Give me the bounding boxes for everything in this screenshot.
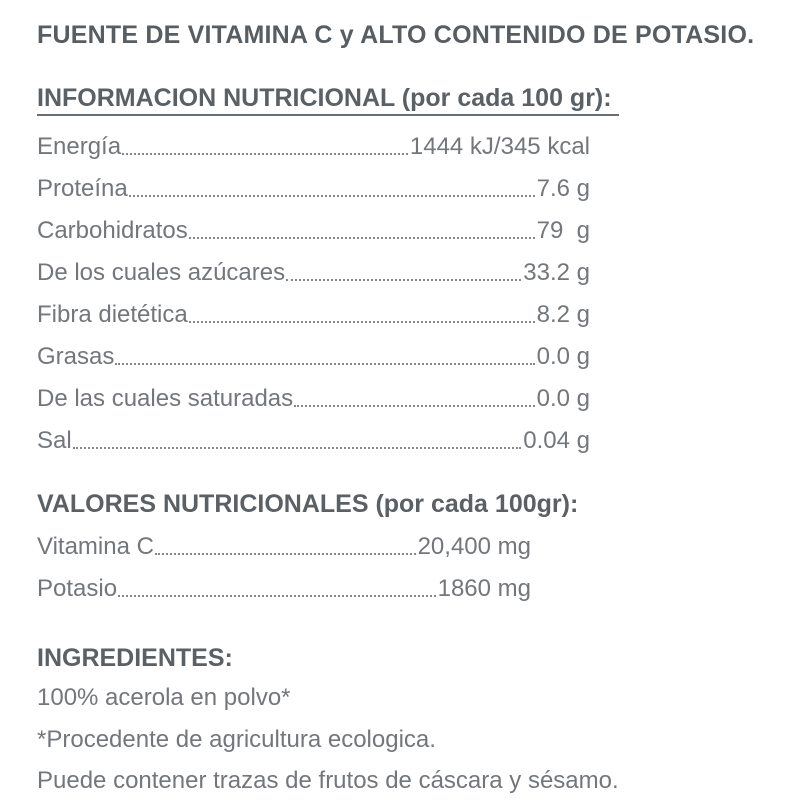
nutrition-row-proteina <box>37 168 590 210</box>
nutrient-value: 7.6 g <box>536 175 590 202</box>
nutrient-label: De las cuales saturadas <box>37 385 294 412</box>
label-title: FUENTE DE VITAMINA C y ALTO CONTENIDO DE POTASIO. <box>37 21 755 49</box>
nutrition-row-azucares <box>37 252 590 294</box>
nutrition-row-fibra <box>37 294 590 336</box>
dot-leader <box>155 553 416 555</box>
dot-leader <box>189 237 535 239</box>
values-row-potasio <box>37 568 531 610</box>
nutrient-label: Fibra dietética <box>37 301 188 328</box>
nutrient-value: 0.0 g <box>536 343 590 370</box>
nutrient-value: 1444 kJ/345 kcal <box>409 133 590 160</box>
nutrient-value: 0.0 g <box>536 385 590 412</box>
nutrient-value: 20,400 mg <box>417 533 531 560</box>
nutrient-label: Energía <box>37 133 122 160</box>
nutrition-rows <box>37 126 590 462</box>
dot-leader <box>118 595 436 597</box>
nutrient-value: 0.04 g <box>523 427 590 454</box>
nutrient-label: Proteína <box>37 175 128 202</box>
ingredients-heading: INGREDIENTES: <box>37 644 233 672</box>
dot-leader <box>115 363 534 365</box>
nutrition-row-carbohidratos <box>37 210 590 252</box>
dot-leader <box>73 447 522 449</box>
allergen-note-traces: Puede contener trazas de frutos de cáscara y sésamo. <box>37 767 619 794</box>
nutrient-value: 8.2 g <box>536 301 590 328</box>
dot-leader <box>122 153 408 155</box>
nutrient-value: 79 g <box>536 217 590 244</box>
nutrition-row-saturadas <box>37 378 590 420</box>
nutrient-label: Grasas <box>37 343 115 370</box>
allergen-note-origin: *Procedente de agricultura ecologica. <box>37 725 436 753</box>
dot-leader <box>286 279 521 281</box>
ingredient-line: 100% acerola en polvo* <box>37 684 291 711</box>
values-rows <box>37 526 531 610</box>
nutrient-label: De los cuales azúcares <box>37 259 286 286</box>
dot-leader <box>294 405 534 407</box>
nutrition-row-energia <box>37 126 590 168</box>
ingredients-lines <box>37 677 770 800</box>
nutrient-label: Vitamina C <box>37 533 154 560</box>
values-row-vitamina-c <box>37 526 531 568</box>
nutrient-value: 1860 mg <box>437 575 531 602</box>
values-section-heading: VALORES NUTRICIONALES (por cada 100gr): <box>37 490 579 518</box>
nutrient-label: Sal <box>37 427 72 454</box>
nutrient-value: 33.2 g <box>523 259 590 286</box>
nutrition-row-sal <box>37 420 590 462</box>
nutrition-section-heading: INFORMACION NUTRICIONAL (por cada 100 gr): <box>37 84 619 116</box>
nutrition-row-grasas <box>37 336 590 378</box>
nutrient-label: Potasio <box>37 575 118 602</box>
dot-leader <box>129 195 535 197</box>
dot-leader <box>189 321 535 323</box>
nutrient-label: Carbohidratos <box>37 217 188 244</box>
